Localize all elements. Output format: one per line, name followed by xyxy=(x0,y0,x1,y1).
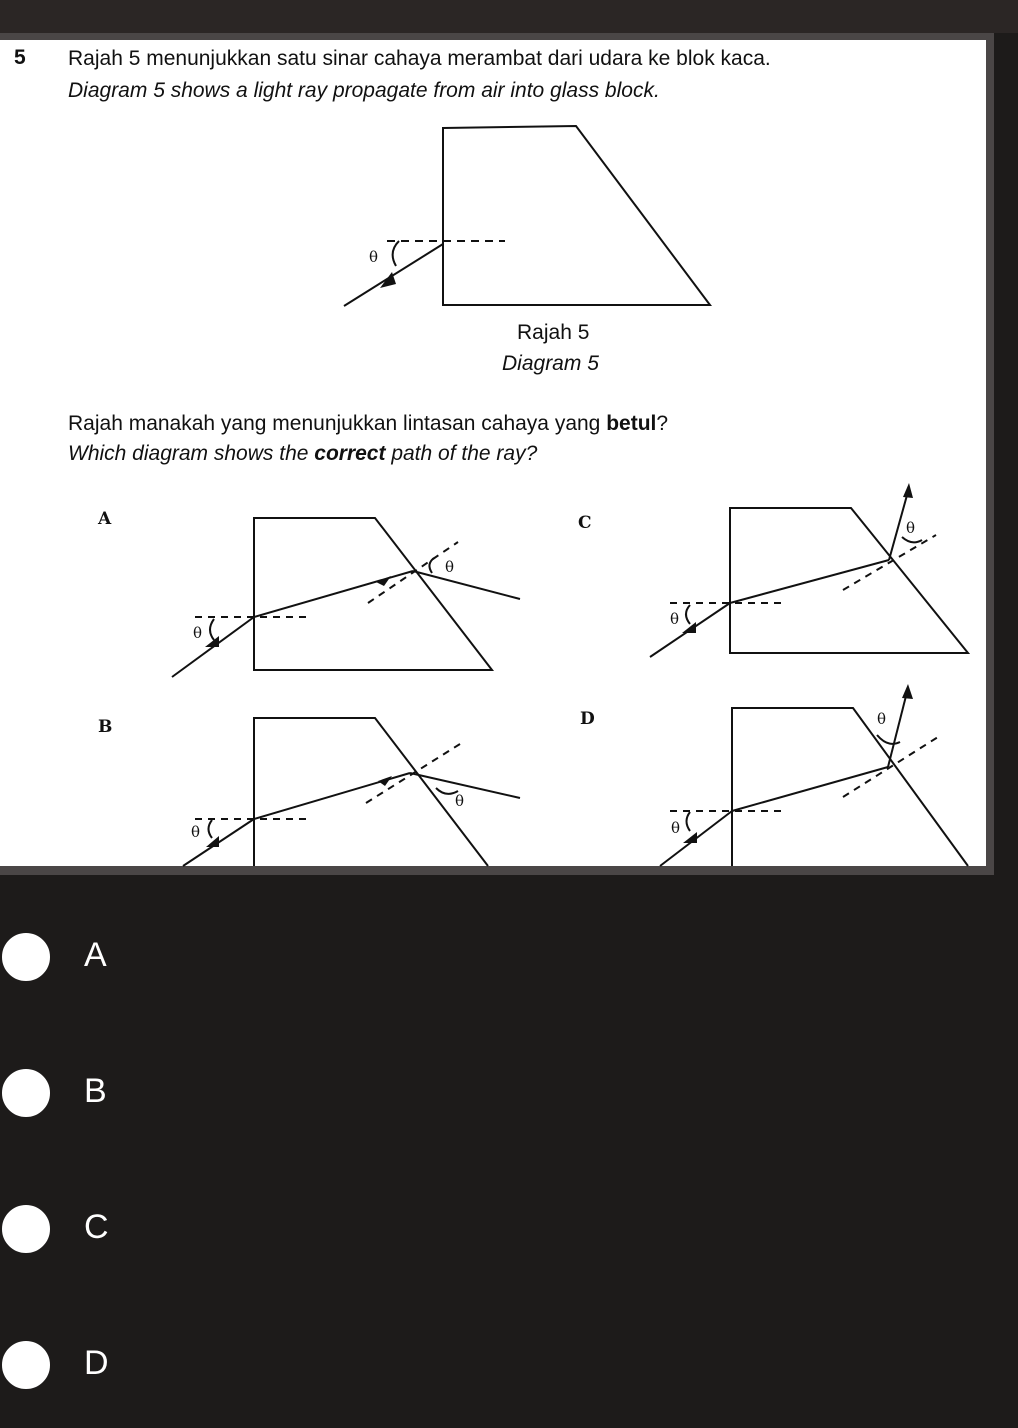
prompt-en-pre: Which diagram shows the xyxy=(68,442,315,465)
theta-label-c1: θ xyxy=(670,610,680,628)
main-diagram xyxy=(344,126,710,306)
prompt-en xyxy=(68,441,537,467)
diagram-caption-ms: Rajah 5 xyxy=(517,321,590,344)
theta-label-c2: θ xyxy=(906,519,916,537)
prompt-ms xyxy=(68,411,668,437)
theta-label-d2: θ xyxy=(877,710,887,728)
radio-d[interactable] xyxy=(2,1341,50,1389)
diagram-d xyxy=(660,688,968,866)
radio-a[interactable] xyxy=(2,933,50,981)
angle-arc xyxy=(393,241,399,266)
option-d-label: D xyxy=(84,1344,109,1382)
prompt-ms-bold: betul xyxy=(606,412,657,435)
ray-arrow-icon xyxy=(378,776,392,786)
radio-b[interactable] xyxy=(2,1069,50,1117)
option-b[interactable] xyxy=(0,1058,1018,1128)
option-b-label: B xyxy=(84,1072,107,1110)
diagram-label-a: A xyxy=(98,509,112,529)
prompt-ms-post: ? xyxy=(656,412,669,435)
theta-label-a2: θ xyxy=(445,558,455,576)
diagram-label-c: C xyxy=(578,513,592,533)
prompt-en-post: path of the ray? xyxy=(385,442,538,465)
ray-arrow-icon xyxy=(902,684,913,699)
option-c[interactable] xyxy=(0,1194,1018,1264)
question-text-en: Diagram 5 shows a light ray propagate from air into glass block. xyxy=(68,79,660,102)
ray-arrow-icon xyxy=(206,836,219,847)
diagram-c xyxy=(650,488,968,657)
glass-block-b xyxy=(254,718,488,866)
glass-block xyxy=(443,126,710,305)
theta-label-a1: θ xyxy=(193,624,203,642)
prompt-en-bold: correct xyxy=(314,442,386,465)
theta-label-d1: θ xyxy=(671,819,681,837)
option-d[interactable] xyxy=(0,1330,1018,1400)
theta-label-b1: θ xyxy=(191,823,201,841)
theta-label-b2: θ xyxy=(455,792,465,810)
ray-arrow-icon xyxy=(903,483,913,498)
question-text-ms: Rajah 5 menunjukkan satu sinar cahaya merambat dari udara ke blok kaca. xyxy=(68,47,771,70)
diagram-label-d: D xyxy=(580,709,595,729)
ray-arrow-icon xyxy=(683,832,697,843)
theta-label: θ xyxy=(369,248,379,266)
glass-block-c xyxy=(730,508,968,653)
option-a-label: A xyxy=(84,936,107,974)
radio-c[interactable] xyxy=(2,1205,50,1253)
glass-block-a xyxy=(254,518,492,670)
diagram-b xyxy=(183,718,520,866)
diagram-label-b: B xyxy=(98,717,113,737)
glass-block-d xyxy=(732,708,968,866)
option-a[interactable] xyxy=(0,922,1018,992)
option-c-label: C xyxy=(84,1208,109,1246)
diagram-a xyxy=(172,518,520,677)
prompt-ms-pre: Rajah manakah yang menunjukkan lintasan cahaya yang xyxy=(68,412,607,435)
diagram-caption-en: Diagram 5 xyxy=(502,352,599,375)
question-number: 5 xyxy=(14,46,26,69)
